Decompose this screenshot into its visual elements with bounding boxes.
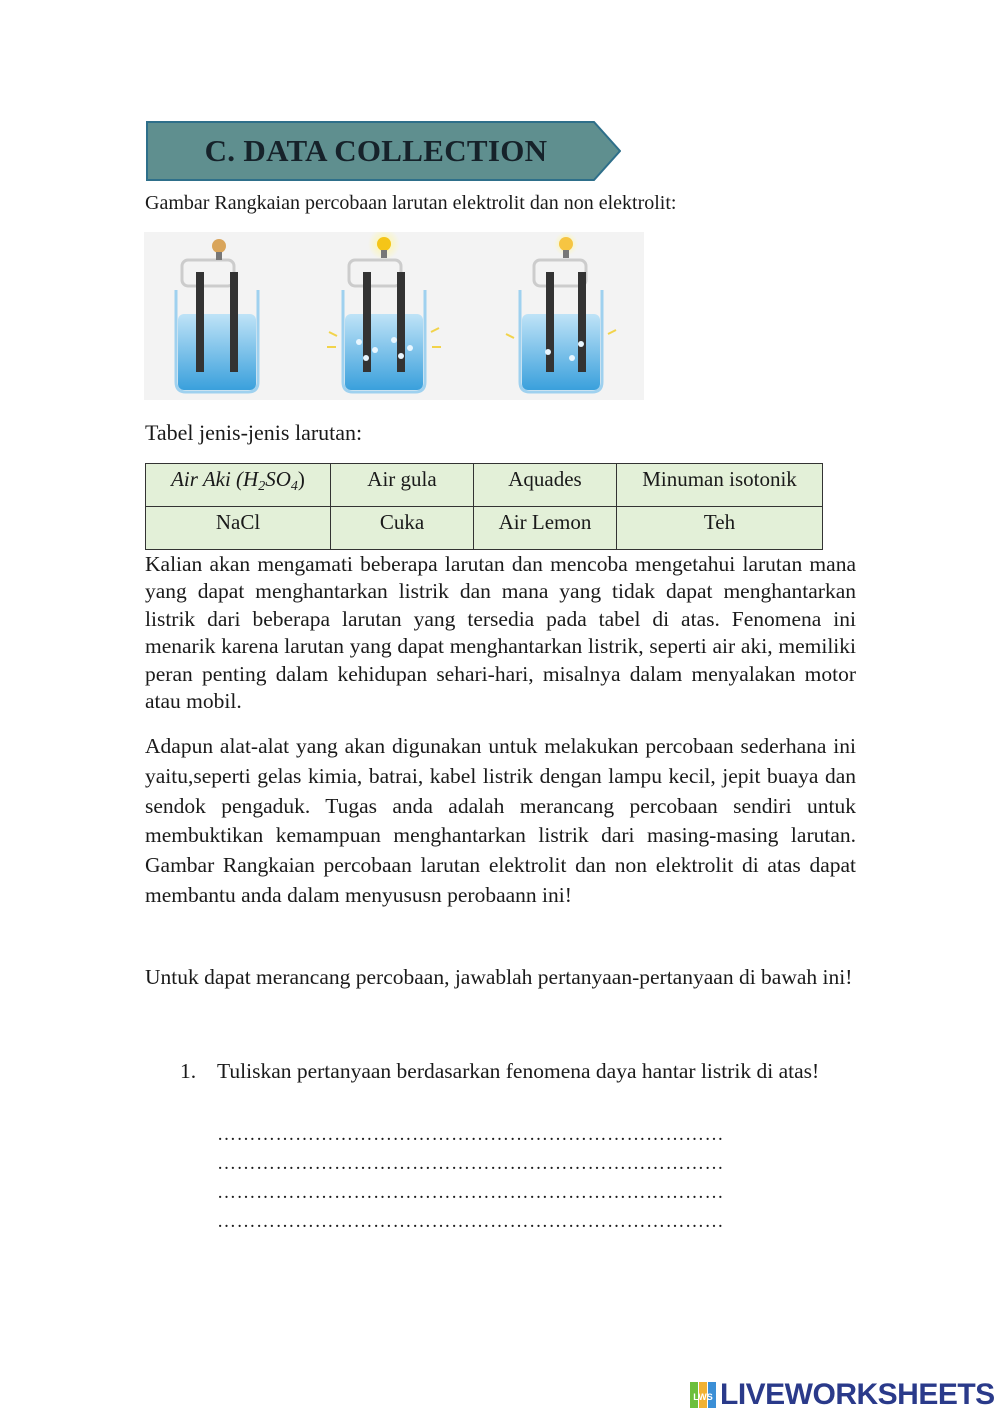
electrolyte-circuit-figure (144, 232, 644, 400)
table-row (146, 464, 823, 507)
formula-text: Air Aki (H (171, 467, 259, 491)
answer-line[interactable]: …………………………………………………………………… (217, 1153, 724, 1174)
section-header-banner (146, 121, 621, 181)
table-cell: NaCl (146, 507, 331, 550)
beaker-setup-strong-electrolyte (327, 232, 441, 392)
bulb-dim-icon (559, 237, 573, 251)
table-cell: Aquades (474, 464, 617, 507)
formula-subscript: 4 (290, 479, 298, 494)
table-cell (146, 464, 331, 507)
table-cell: Teh (617, 507, 823, 550)
table-cell: Air gula (331, 464, 474, 507)
table-cell: Air Lemon (474, 507, 617, 550)
answer-line[interactable]: …………………………………………………………………… (217, 1182, 724, 1203)
beaker-setup-nonelectrolyte (176, 239, 258, 392)
table-cell: Cuka (331, 507, 474, 550)
table-row (146, 507, 823, 550)
logo-text: LIVEWORKSHEETS (720, 1378, 995, 1411)
solution-types-table (145, 463, 823, 550)
answer-line[interactable]: …………………………………………………………………… (217, 1211, 724, 1232)
section-title: C. DATA COLLECTION (204, 133, 548, 168)
answer-line[interactable]: …………………………………………………………………… (217, 1124, 724, 1145)
beaker-setup-weak-electrolyte (506, 232, 616, 392)
table-caption: Tabel jenis-jenis larutan: (145, 420, 363, 445)
svg-text:LWS: LWS (693, 1392, 713, 1402)
question-text: Tuliskan pertanyaan berdasarkan fenomena daya hantar listrik di atas! (217, 1059, 820, 1083)
formula-text: SO (265, 467, 291, 491)
bulb-bright-icon (377, 237, 391, 251)
paragraph-instruction: Untuk dapat merancang percobaan, jawablah pertanyaan-pertanyaan di bawah ini! (145, 965, 853, 989)
question-number: 1. (180, 1059, 197, 1083)
bulb-off-icon (212, 239, 226, 253)
figure-caption: Gambar Rangkaian percobaan larutan elektrolit dan non elektrolit: (145, 192, 677, 214)
paragraph-phenomenon: Kalian akan mengamati beberapa larutan dan mencoba mengetahui larutan mana yang dapat menghantarkan listrik dan mana yang tidak dapat menghantarkan listrik dari beberapa larutan yang tersedia pada tabel di atas. Fenomena ini menarik karena larutan yang dapat menghantarkan listrik, seperti air aki, memiliki peran penting dalam kehidupan sehari-hari, misalnya dalam menyalakan motor atau mobil. (145, 552, 856, 714)
table-cell: Minuman isotonik (617, 464, 823, 507)
paragraph-tools: Adapun alat-alat yang akan digunakan untuk melakukan percobaan sederhana ini yaitu,seperti gelas kimia, batrai, kabel listrik dengan lampu kecil, jepit buaya dan sendok pengaduk. Tugas anda adalah merancang percobaan sendiri untuk membuktikan kemampuan menghantarkan listrik dari masing-masing larutan. Gambar Rangkaian percobaan larutan elektrolit dan non elektrolit di atas dapat membantu anda dalam menyususn perobaann ini! (145, 734, 856, 907)
logo-badge-icon (690, 1382, 716, 1408)
formula-text: ) (297, 467, 305, 491)
formula-subscript: 2 (258, 479, 266, 494)
liveworksheets-logo (690, 1378, 995, 1412)
